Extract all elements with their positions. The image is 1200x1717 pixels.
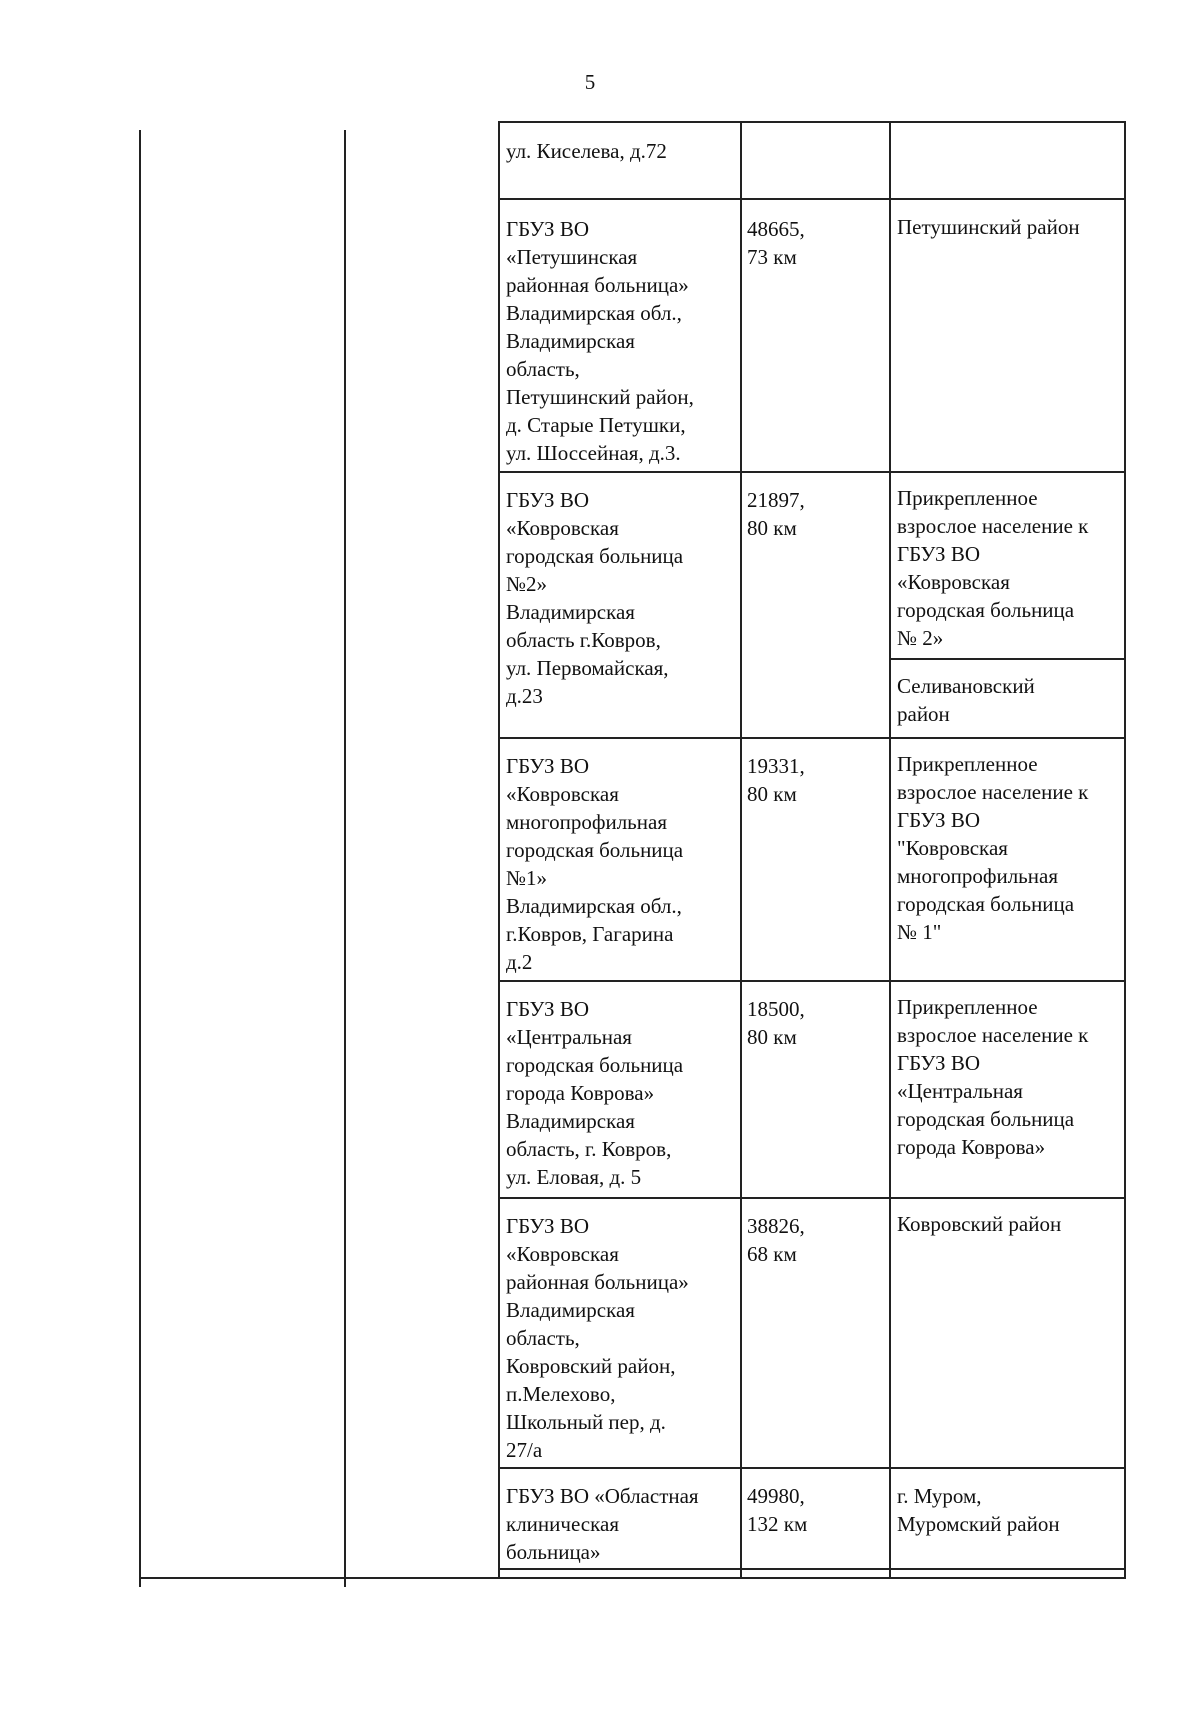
row-divider-4	[498, 980, 1126, 982]
table-cell-numbers: 48665, 73 км	[747, 217, 805, 269]
table-cell-area: Прикрепленное взрослое население к ГБУЗ ВО "Ковровская многопрофильная городская больница № 1"	[897, 752, 1089, 944]
table-cell-address: ГБУЗ ВО «Областная клиническая больница»	[506, 1484, 699, 1564]
table-cell-address: ул. Киселева, д.72	[506, 139, 667, 163]
table-border-right	[1124, 122, 1126, 1577]
table-cell-address: ГБУЗ ВО «Ковровская многопрофильная городская больница №1» Владимирская обл., г.Ковров, Гагарина д.2	[506, 754, 684, 974]
table-cell-numbers: 19331, 80 км	[747, 754, 805, 806]
table-cell-numbers: 38826, 68 км	[747, 1214, 805, 1266]
table-cell-numbers: 21897, 80 км	[747, 488, 805, 540]
row-divider-1	[498, 198, 1126, 200]
row-divider-2	[498, 471, 1126, 473]
row-divider-3	[498, 737, 1126, 739]
row-divider-6	[498, 1467, 1126, 1469]
table-cell-numbers: 49980, 132 км	[747, 1484, 808, 1536]
table-border-col2	[498, 122, 500, 1577]
table-cell-area: г. Муром, Муромский район	[897, 1484, 1060, 1536]
table-border-left	[139, 130, 141, 1587]
table-border-col1	[344, 130, 346, 1587]
table-cell-area: Ковровский район	[897, 1212, 1062, 1236]
row-divider-5	[498, 1197, 1126, 1199]
table-cell-address: ГБУЗ ВО «Ковровская городская больница №2» Владимирская область г.Ковров, ул. Первомайская, д.23	[506, 488, 684, 708]
table-cell-area: Селивановский район	[897, 674, 1035, 726]
table-border-top	[498, 121, 1126, 123]
table-cell-area: Прикрепленное взрослое население к ГБУЗ ВО «Ковровская городская больница № 2»	[897, 486, 1089, 650]
table-border-col3	[740, 122, 742, 1577]
table-cell-address: ГБУЗ ВО «Центральная городская больница города Коврова» Владимирская область, г. Ковров, ул. Еловая, д. 5	[506, 997, 684, 1189]
table-cell-address: ГБУЗ ВО «Ковровская районная больница» Владимирская область, Ковровский район, п.Мелехово, Школьный пер, д. 27/а	[506, 1214, 689, 1462]
row-divider-7	[498, 1568, 1126, 1570]
table-border-bottom	[139, 1577, 1126, 1579]
table-border-col4	[889, 122, 891, 1577]
table-cell-area: Прикрепленное взрослое население к ГБУЗ ВО «Центральная городская больница города Коврова»	[897, 995, 1089, 1159]
page-number: 5	[584, 70, 596, 94]
table-cell-address: ГБУЗ ВО «Петушинская районная больница» Владимирская обл., Владимирская область, Петушинский район, д. Старые Петушки, ул. Шоссейная, д.3.	[506, 217, 694, 465]
table-cell-numbers: 18500, 80 км	[747, 997, 805, 1049]
table-cell-area: Петушинский район	[897, 215, 1080, 239]
subrow-divider	[889, 658, 1126, 660]
